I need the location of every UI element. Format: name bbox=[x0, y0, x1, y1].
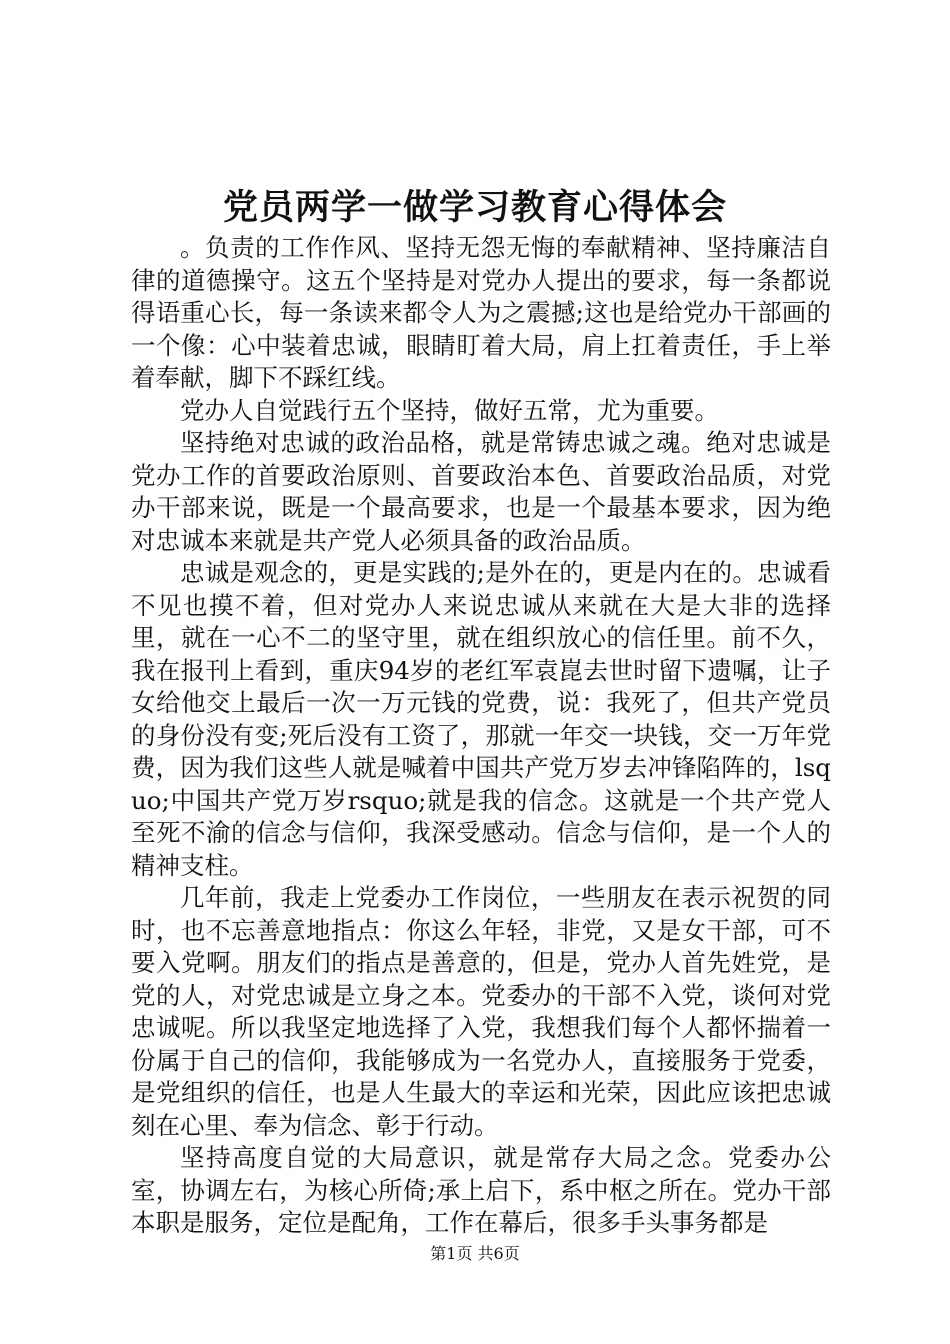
document-body bbox=[131, 232, 831, 1240]
document-title: 党员两学一做学习教育心得体会 bbox=[222, 187, 727, 228]
paragraph-1: 。负责的工作作风、坚持无怨无悔的奉献精神、坚持廉洁自律的道德操守。这五个坚持是对党办人提出的要求，每一条都说得语重心长，每一条读来都令人为之震撼;这也是给党办干部画的一个像：心中装着忠诚，眼睛盯着大局，肩上扛着责任，手上举着奉献，脚下不踩红线。 bbox=[131, 233, 831, 392]
paragraph-2: 党办人自觉践行五个坚持，做好五常，尤为重要。 bbox=[180, 395, 719, 425]
page-footer: 第1页 共6页 bbox=[430, 1244, 520, 1263]
paragraph-5: 几年前，我走上党委办工作岗位，一些朋友在表示祝贺的同时，也不忘善意地指点：你这么年轻，非党，又是女干部，可不要入党啊。朋友们的指点是善意的，但是，党办人首先姓党，是党的人，对党忠诚是立身之本。党委办的干部不入党，谈何对党忠诚呢。所以我坚定地选择了入党，我想我们每个人都怀揣着一份属于自己的信仰，我能够成为一名党办人，直接服务于党委，是党组织的信任，也是人生最大的幸运和光荣，因此应该把忠诚刻在心里、奉为信念、彰于行动。 bbox=[131, 883, 831, 1140]
paragraph-3: 坚持绝对忠诚的政治品格，就是常铸忠诚之魂。绝对忠诚是党办工作的首要政治原则、首要政治本色、首要政治品质，对党办干部来说，既是一个最高要求，也是一个最基本要求，因为绝对忠诚本来就是共产党人必须具备的政治品质。 bbox=[131, 428, 831, 555]
paragraph-6: 坚持高度自觉的大局意识，就是常存大局之念。党委办公室，协调左右，为核心所倚;承上启下，系中枢之所在。党办干部本职是服务，定位是配角，工作在幕后，很多手头事务都是 bbox=[131, 1143, 831, 1237]
paragraph-4: 忠诚是观念的，更是实践的;是外在的，更是内在的。忠诚看不见也摸不着，但对党办人来说忠诚从来就在大是大非的选择里，就在一心不二的坚守里，就在组织放心的信任里。前不久，我在报刊上看到，重庆94岁的老红军袁崑去世时留下遗嘱，让子女给他交上最后一次一万元钱的党费，说：我死了，但共产党员的身份没有变;死后没有工资了，那就一年交一块钱，交一万年党费，因为我们这些人就是喊着中国共产党万岁去冲锋陷阵的，lsquo;中国共产党万岁rsquo;就是我的信念。这就是一个共产党人至死不渝的信念与信仰，我深受感动。信念与信仰，是一个人的精神支柱。 bbox=[131, 558, 831, 880]
